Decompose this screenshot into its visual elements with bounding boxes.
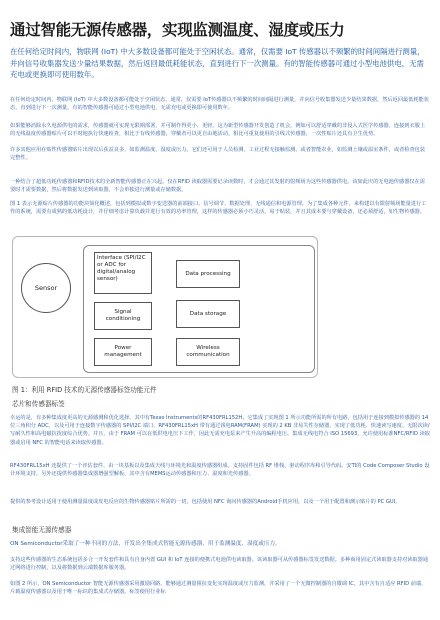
signal-conditioning-block: Signal conditioning	[94, 302, 152, 330]
section-subheading: 集成智能无源传感器	[12, 526, 72, 534]
body-paragraph: 幸运的是，有多种集成度更高的无源感测和优化选择。其中有Texas Instruments的RF430FRL152H，它集成了实现图 1 所示功能所需的所有电路，包括用于连接到模拟传感器的 14 位三角积分 ADC，以及可用于连接数字传感器的 SPI/I2C 端口。RF430FRL15xH 带有通过钱电RAM(FRAM) 实现的 2 KB 非易失性存储器，实现了低功耗、快速读写速度、无限次读/写耐久性和高电磁抗扰度综合优势。并且，由于 FRAM 可以在低供电电压下工作，因此无需充电泵来产生升高的编程电压。集成无线电符合 ISO 15693，允许使用标准NFC/RFID 读取器或启用 NFC 的智能电话来读取传感器。	[10, 415, 430, 446]
body-paragraph: 如果能够消除永久电源供电的需求，传感器就可实现无限期部署，并可制作得更小、更轻。这为新型传感器开发创造了机会，例如可以舒适穿戴的非侵入式医学传感器。连接到衣服上的无线温度传感器贴片可以不时地执行快速检查，相比于有线传感器，穿戴者可以更自由地活动。相比可重复使用的引线式传感器，一次性贴片还具有卫生优势。	[10, 123, 426, 138]
section-subheading: 芯片和传感器标签	[12, 400, 65, 408]
body-paragraph: 许多其他应用在贴性传感器贴片出现以后获益良多，如监测温度、湿度或压力。它们还可用于人员检测、工业过程无接触监测、或者智能农业，如监测土壤或温室条件，或者检查包装完整性。	[10, 147, 426, 162]
sensor-node: Sensor	[21, 263, 71, 313]
body-paragraph: 如图 2 所示，ON Semiconductor 智能无源传感器采用激励回路，能够通过测量阻抗变化实现温度或压力监测，并采用了一个无微控制器的自微调 IC，其中含有自适应 RFID 前端、片载温度传感器以及用于唯一标识的集成式存储器。标签使用行业标	[10, 581, 427, 596]
tag-functional-group	[83, 245, 315, 373]
body-paragraph: 图 1 表示无源贴片传感器的功能块简化概述，包括到模拟或数字变送器的前端接口、信号调节、数据处理、无线通信和电源管理。为了集成各种元件，来构建以有限射频场能量进行工作的系统，需要有成熟的低功耗设计，并仔细考虑计算负载并进行有效的功率管理。这样的传感器必须小巧灵活，易于贴装，并且其成本要与穿戴设备，还必须舒适，如生物传感器。	[10, 201, 427, 216]
power-management-block: Power management	[94, 338, 152, 366]
article-title: 通过智能无源传感器，实现监测温度、湿度或压力	[10, 21, 345, 39]
interface-block: Interface (SPI/I2C or ADC for digital/analog sensor)	[94, 252, 152, 294]
figure-caption: 图 1：利用 RFID 技术的无源传感器标签功能元件	[12, 386, 157, 394]
body-paragraph: 提供的参考设计适用于使用测量温度或皮电反应的生物传感器贴片所需的一切，包括使用 NFC 询问传感器的Android手机应用，以及一个用于配置和测示贴片的 PC GUI。	[10, 499, 401, 505]
data-storage-block: Data storage	[176, 300, 240, 328]
wireless-communication-block: Wireless communication	[176, 338, 240, 366]
body-paragraph: 支持这些传感器的生态系统包括多合一开发套件和具有自身内置 GUI 和 IoT 连接的便携式电池供电读取器。该读取器可从传感器标签发送数据。多种商用固定式读取器支持对读取器通过网络进行控制，以及将数据到云端数据库服务器。	[10, 557, 429, 572]
block-diagram-figure	[12, 236, 318, 378]
body-paragraph: RF430FRL15xH 还提供了一个评估套件，由一块基板以及集成天线与环境光和温度传感器组成。支持固件包括 RF 堆栈、驱动程序库和引导代码。安TI的 Code Composer Studio 设计环境支持。另外还提供传感器集成器增强型解板，其中含有MEMS运动传感器和压力、温度和光传感器。	[10, 463, 430, 478]
body-paragraph: 在任何给定时间内，物联网 (IoT) 中大多数设备都可能处于空闲状态。通常，仅需要 IoT传感器以不频繁的时间间隔进行测量，并向信号收集器发送少量结果数据，然后返回最低耗能状态，直到进行下一次测量。有的智能传感器可通过小型电池供电，无需充电或更换即可使用数年。	[10, 97, 429, 112]
body-paragraph: ON Semiconductor采取了一种不同的方法，开发出全集成式智能无源传感器，用于监测温度、湿度或压力。	[10, 541, 281, 547]
data-processing-block: Data processing	[176, 260, 240, 288]
body-paragraph: 一种结合了超低功耗传感器和RFID技术的全新智能传感器正在兴起。仅在RFID 读取器需要记录读数时，才会通过其发射的射频场为这些传感器供电。该如此庆的无电池传感器仅在需要时才需要数据，然后将数据发送到读取器，不会单独进行测量或存储数据。	[10, 179, 425, 194]
intro-paragraph: 在任何给定时间内，物联网 (IoT) 中大多数设备都可能处于空闲状态。通常，仅需要 IoT 传感器以不频繁的时间间隔进行测量，并向信号收集器发送少量结果数据，然后返回最低耗能状态，直到进行下一次测量。有的智能传感器可通过小型电池供电，无需充电或更换即可使用数年。	[10, 47, 425, 80]
